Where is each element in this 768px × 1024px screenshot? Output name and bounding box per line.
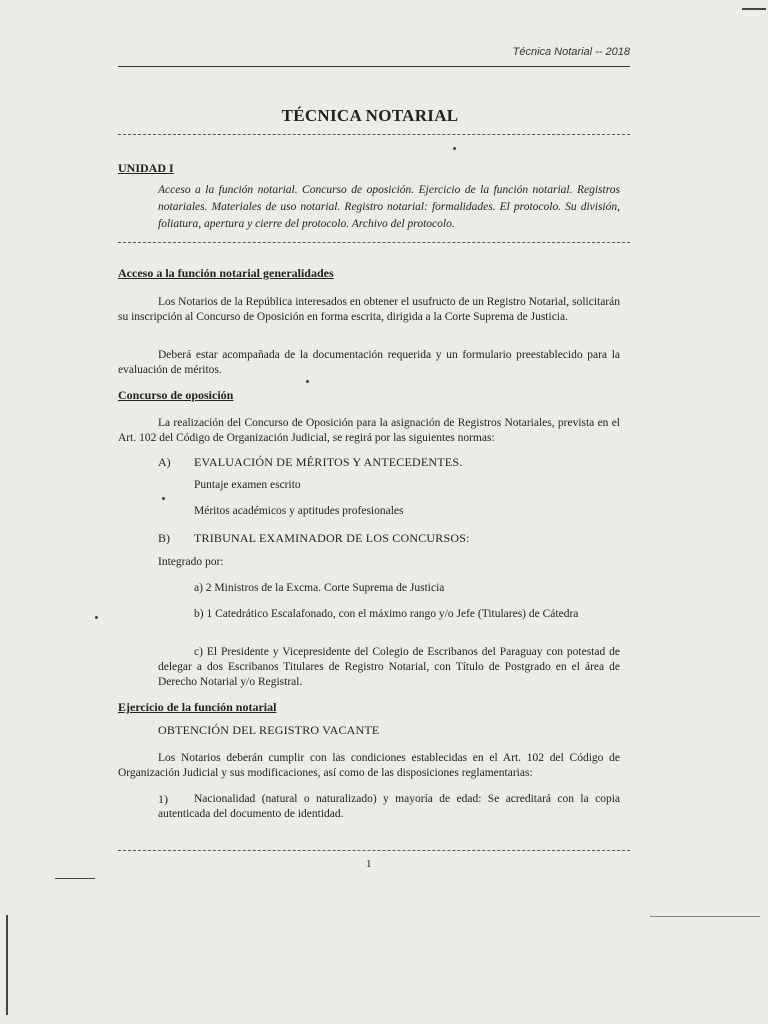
item-1-text: Nacionalidad (natural o naturalizado) y mayoría de edad: Se acreditará con la copia autenticada del documento de identidad. [158, 793, 620, 820]
integrado-label: Integrado por: [158, 556, 224, 568]
running-header: Técnica Notarial -- 2018 [512, 46, 630, 58]
sub-item-a: a) 2 Ministros de la Excma. Corte Suprema de Justicia [194, 582, 445, 594]
page-number: 1 [366, 858, 372, 870]
ejercicio-heading: Ejercicio de la función notarial [118, 700, 277, 714]
title-rule [118, 134, 630, 135]
item-b-letter: B) [158, 531, 170, 545]
concurso-paragraph-1: La realización del Concurso de Oposición para la asignación de Registros Notariales, prevista en el Art. 102 del Código de Organización Judicial, se regirá por las siguientes normas: [118, 417, 620, 444]
scan-corner-mark [742, 8, 766, 10]
scan-speck [95, 616, 98, 619]
scan-speck [453, 147, 456, 150]
concurso-heading: Concurso de oposición [118, 388, 234, 402]
acceso-paragraph-2: Deberá estar acompañada de la documentación requerida y un formulario preestablecido para la evaluación de méritos. [118, 349, 620, 376]
item-1-number: 1) [158, 792, 168, 806]
item-a-text: EVALUACIÓN DE MÉRITOS Y ANTECEDENTES. [194, 455, 463, 469]
ejercicio-paragraph-1: Los Notarios deberán cumplir con las condiciones establecidas en el Art. 102 del Código de Organización Judicial y sus modificaciones, así como de las disposiciones reglamentarias: [118, 752, 620, 779]
footer-rule [118, 850, 630, 851]
item-a-letter: A) [158, 455, 171, 469]
scan-edge-mark [6, 915, 8, 1015]
item-b-text: TRIBUNAL EXAMINADOR DE LOS CONCURSOS: [194, 531, 470, 545]
unidad-rule [118, 242, 630, 243]
item-a-sub1: Puntaje examen escrito [194, 479, 301, 491]
unidad-summary: Acceso a la función notarial. Concurso de oposición. Ejercicio de la función notarial. Registros notariales. Materiales de uso notarial. Registro notarial: formalidades. El protocolo. Su división, foliatura, apertura y cierre del protocolo. Archivo del protocolo. [158, 184, 620, 230]
ejercicio-subheading: OBTENCIÓN DEL REGISTRO VACANTE [158, 723, 380, 737]
item-a-sub2: Méritos académicos y aptitudes profesionales [194, 505, 404, 517]
sub-item-b: b) 1 Catedrático Escalafonado, con el máximo rango y/o Jefe (Titulares) de Cátedra [194, 608, 579, 620]
scan-margin-mark [55, 878, 95, 879]
header-rule [118, 66, 630, 67]
scan-speck [162, 497, 165, 500]
acceso-paragraph-1: Los Notarios de la República interesados en obtener el usufructo de un Registro Notarial, solicitarán su inscripción al Concurso de Oposición en forma escrita, dirigida a la Corte Suprema de Justicia. [118, 296, 620, 323]
document-title: TÉCNICA NOTARIAL [281, 106, 459, 125]
acceso-heading: Acceso a la función notarial generalidades [118, 266, 334, 280]
scan-margin-mark-right [650, 916, 760, 917]
unidad-heading: UNIDAD I [118, 161, 174, 175]
scan-speck [306, 380, 309, 383]
sub-item-c: c) El Presidente y Vicepresidente del Colegio de Escribanos del Paraguay con potestad de delegar a dos Escribanos Titulares de Registro Notarial, con Título de Postgrado en el área de Derecho Notarial y/o Registral. [158, 646, 620, 688]
